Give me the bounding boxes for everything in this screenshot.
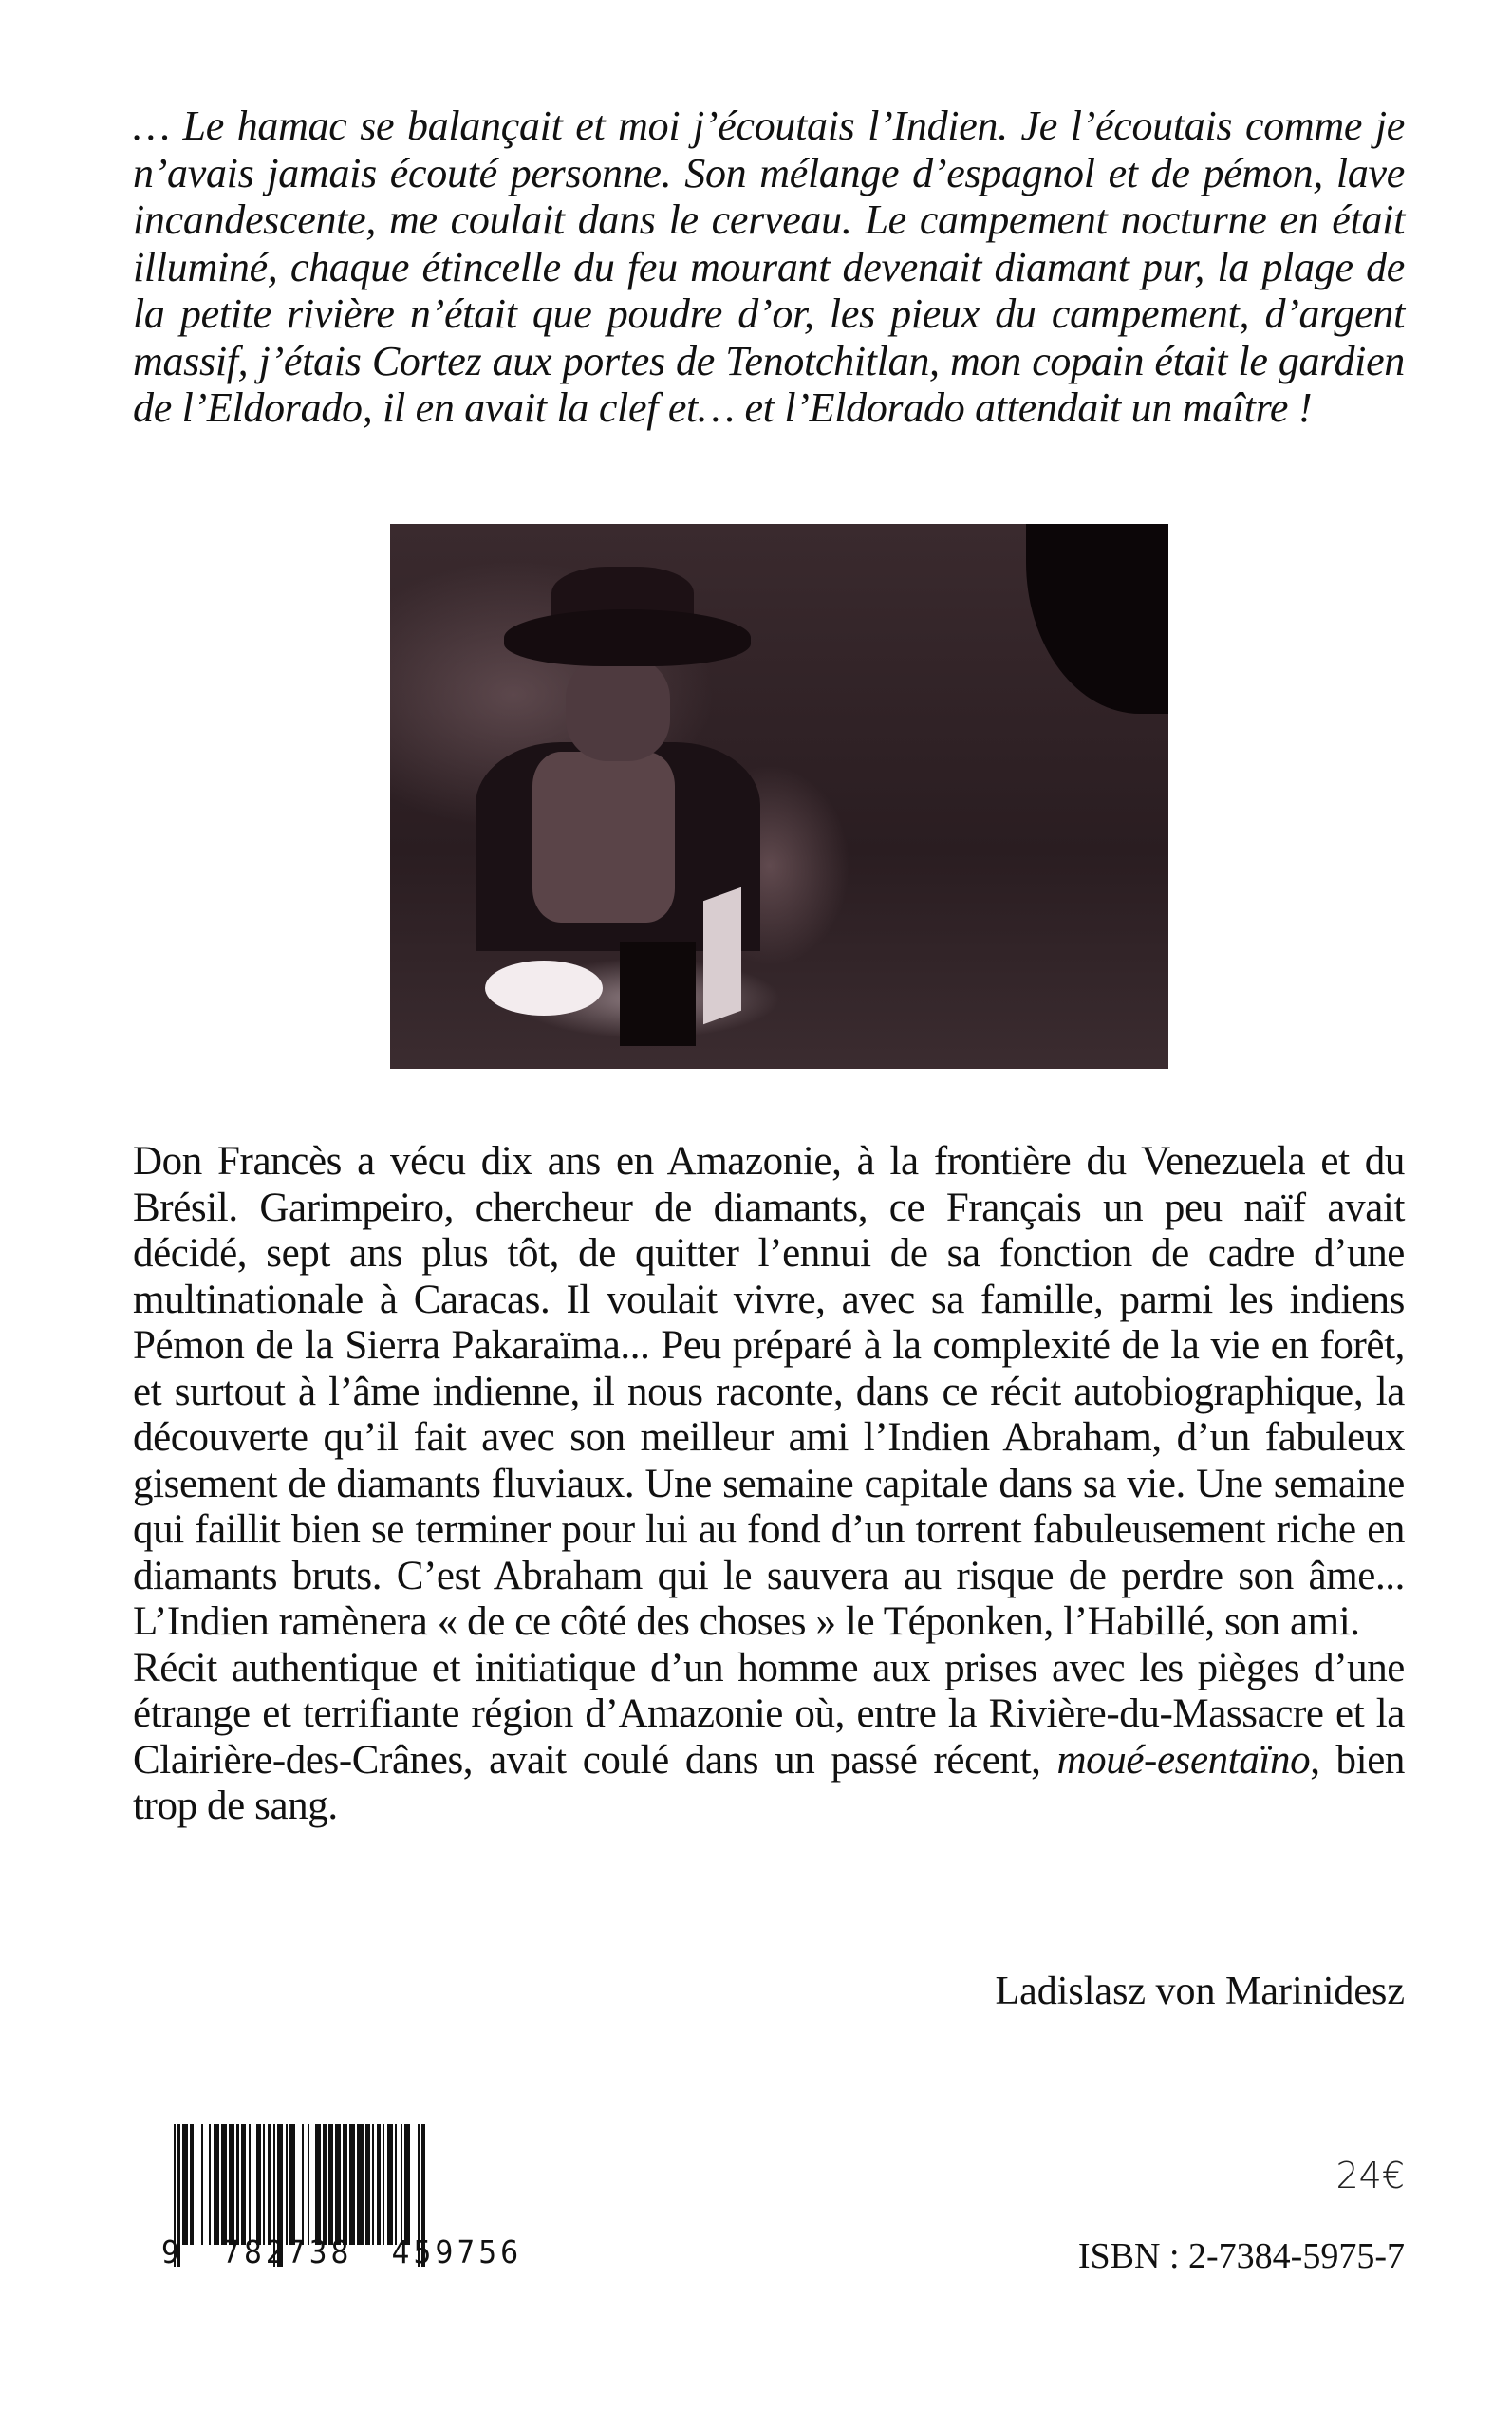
barcode-digits [161,2233,522,2270]
author-photo [390,524,1168,1069]
isbn: ISBN : 2-7384-5975-7 [1077,2236,1405,2276]
author-signature: Ladislasz von Marinidesz [995,1970,1405,2013]
photo-hat-brim [504,609,751,666]
barcode-bar [357,2124,364,2245]
barcode-bar [295,2124,302,2245]
photo-box [620,942,696,1046]
back-cover-excerpt [133,103,1405,432]
blurb-p2-tail: , bien trop de sang. [133,1737,1405,1828]
photo-figure-face [566,657,670,761]
barcode-digit-prefix: 9 [161,2233,183,2270]
blurb-paragraph-2 [133,1646,1405,1830]
barcode-bar [194,2124,201,2245]
price: 24€ [1335,2155,1405,2196]
barcode-bar [410,2124,418,2245]
photo-plate [485,961,603,1016]
book-blurb [133,1139,1405,1830]
photo-shadow [1026,524,1168,714]
barcode-digit-group-2: 459756 [391,2233,522,2270]
photo-figure-vest [532,752,675,923]
barcode-digit-group-1: 782738 [222,2233,353,2270]
blurb-p2-italic-term: moué-esentaïno [1056,1737,1311,1783]
blurb-paragraph-1: Don Francès a vécu dix ans en Amazonie, à la frontière du Venezuela et du Brésil. Garimpeiro, chercheur de diamants, ce Français un peu naïf avait décidé, sept ans plus tôt, de quitter l’ennui de sa fonction de cadre d’une multinationale à Caracas. Il voulait vivre, avec sa famille, parmi les indiens Pémon de la Sierra Pakaraïma... Peu préparé à la complexité de la vie en forêt, et surtout à l’âme indienne, il nous raconte, dans ce récit autobiographique, la découverte qu’il fait avec son meilleur ami l’Indien Abraham, d’un fabuleux gisement de diamants fluviaux. Une semaine capitale dans sa vie. Une semaine qui faillit bien se terminer pour lui au fond d’un torrent fabuleusement riche en diamants bruts. C’est Abraham qui le sauvera au risque de perdre son âme... L’Indien ramènera « de ce côté des choses » le Téponken, l’Habillé, son ami. [133,1139,1405,1644]
blurb-p2-text: Récit authentique et initiatique d’un homme aux prises avec les pièges d’une étrange et terrifiante région d’Amazonie où, entre la Rivière-du-Massacre et la Clairière-des-Crânes, avait coulé dans un passé récent, [133,1645,1405,1783]
photo-card [703,887,741,1025]
excerpt-text: … Le hamac se balançait et moi j’écoutais l’Indien. Je l’écoutais comme je n’avais jamais écouté personne. Son mélange d’espagnol et de pémon, lave incandescente, me coulait dans le cerveau. Le campement nocturne en était illuminé, chaque étincelle du feu mourant devenait diamant pur, la plage de la petite rivière n’était que poudre d’or, les pieux du campement, d’argent massif, j’étais Cortez aux portes de Tenotchitlan, mon copain était le gardien de l’Eldorado, il en avait la clef et… et l’Eldorado attendait un maître ! [133,103,1405,431]
